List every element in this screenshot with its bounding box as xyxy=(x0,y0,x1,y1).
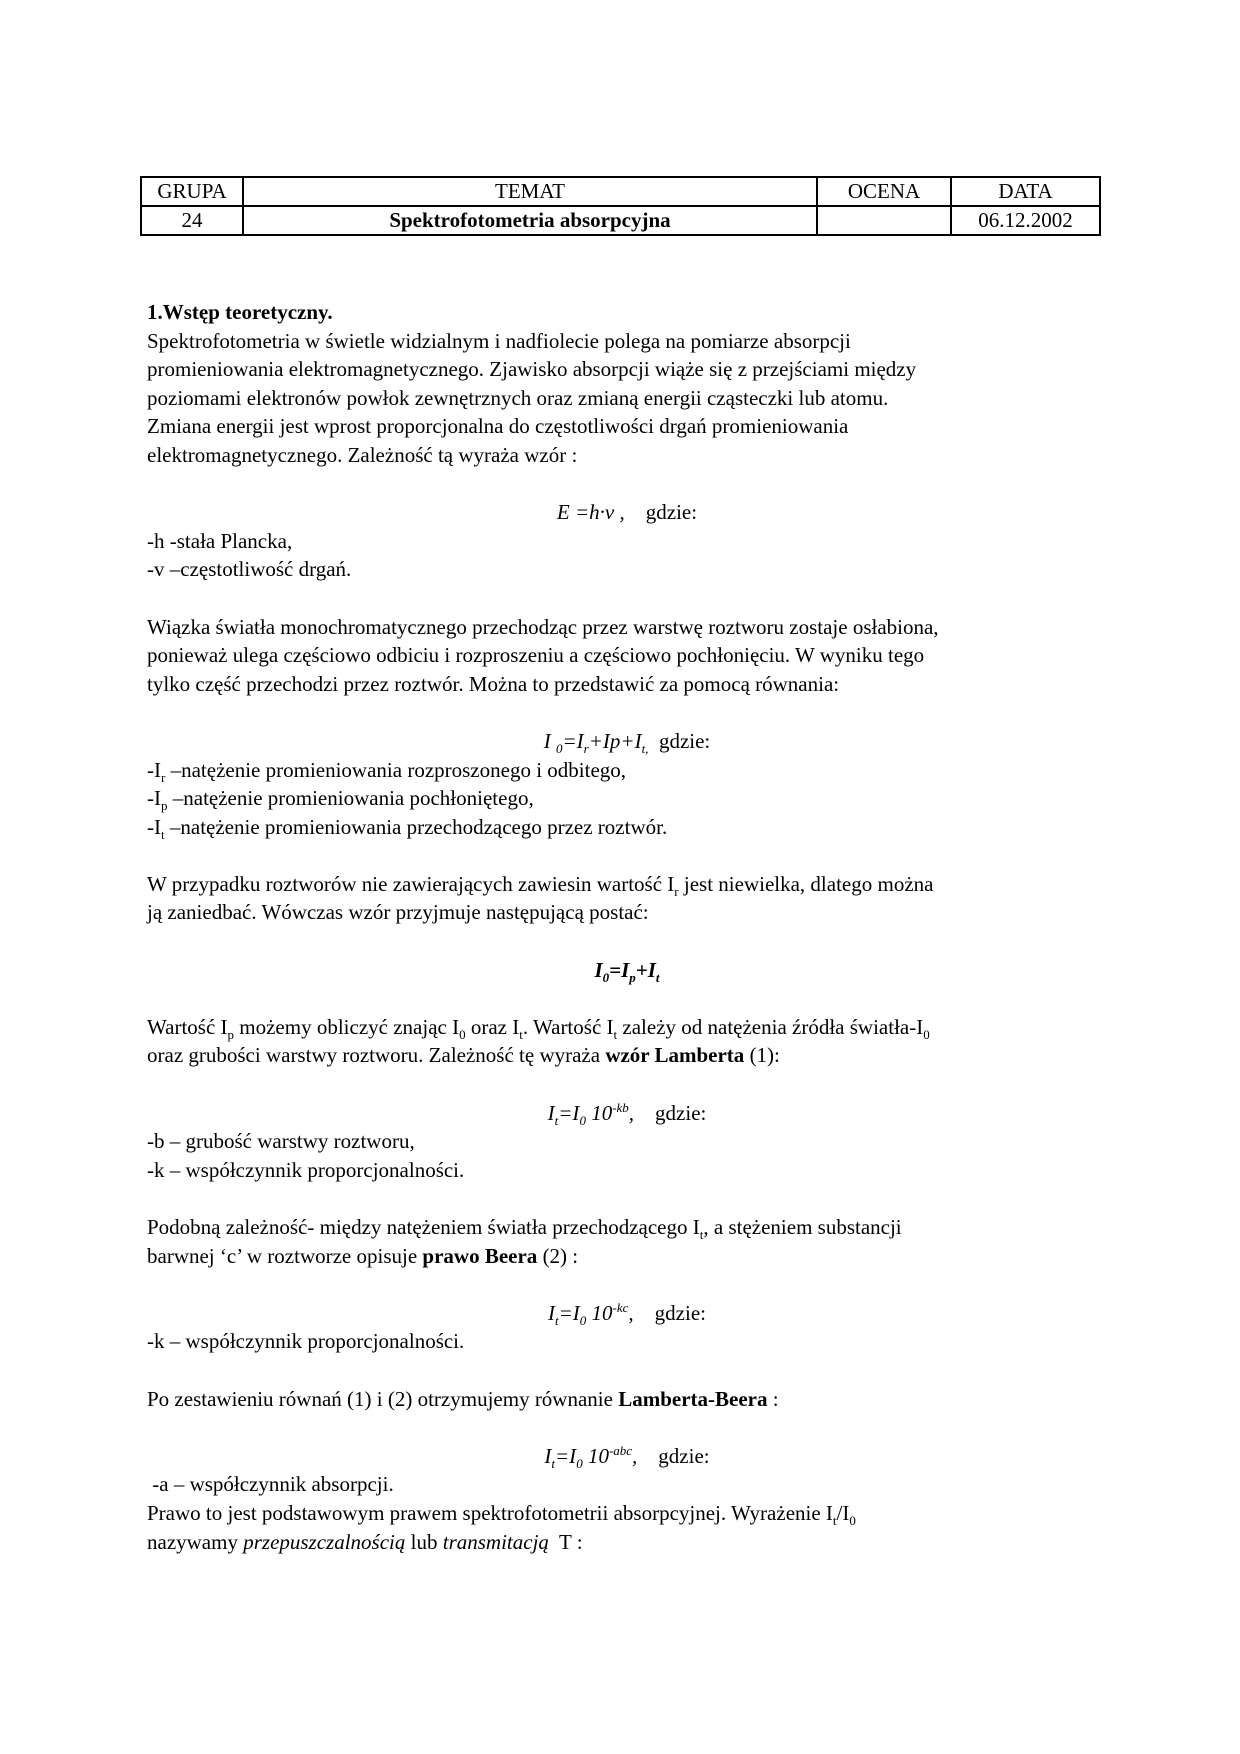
definition: -v –częstotliwość drgań. xyxy=(147,557,352,582)
text-fragment: t, xyxy=(641,741,649,757)
equation-lambert-beer xyxy=(147,1442,1107,1471)
text-fragment: , xyxy=(632,1443,638,1468)
header-ocena: OCENA xyxy=(817,177,951,206)
text-fragment: 0 xyxy=(579,1312,587,1328)
definition: -k – współczynnik proporcjonalności. xyxy=(147,1157,465,1182)
text-fragment: I xyxy=(543,728,556,753)
text-fragment: =I xyxy=(562,728,584,753)
text-fragment: zależy od natężenia źródła światła-I xyxy=(617,1014,924,1039)
text-fragment: t xyxy=(555,1312,559,1328)
text-fragment: t xyxy=(554,1112,559,1128)
text-fragment: –natężenie promieniowania przechodzącego przez roztwór. xyxy=(164,814,668,839)
text-fragment xyxy=(594,957,660,985)
header-temat: TEMAT xyxy=(243,177,817,206)
definition: $-I_r$ –natężenie promieniowania rozproszonego i odbitego, xyxy=(147,757,627,785)
text-fragment: (1): xyxy=(744,1043,780,1068)
text-fragment: r xyxy=(674,884,679,900)
text-fragment: oraz I xyxy=(465,1014,520,1039)
text-fragment: -kb xyxy=(612,1099,629,1115)
paragraph-line: elektromagnetycznego. Zależność tą wyraża wzór : xyxy=(147,442,578,467)
paragraph-line: ponieważ ulega częściowo odbiciu i rozproszeniu a częściowo pochłonięciu. W wyniku tego xyxy=(147,643,925,668)
text-fragment: Prawo to jest podstawowym prawem spektrofotometrii absorpcyjnej. Wyrażenie I xyxy=(147,1500,833,1525)
cell-temat: Spektrofotometria absorpcyjna xyxy=(243,206,817,235)
text-fragment: wzór Lamberta xyxy=(605,1043,745,1068)
text-fragment: t xyxy=(161,826,165,842)
equation-lambert xyxy=(147,1099,1107,1128)
text-fragment: 0 xyxy=(602,969,610,985)
paragraph-line xyxy=(147,1385,1107,1414)
text-fragment: t xyxy=(551,1455,556,1471)
text-fragment: gdzie: xyxy=(658,728,711,753)
text-fragment: gdzie: xyxy=(658,1443,710,1468)
paragraph-line: ją zaniedbać. Wówczas wzór przyjmuje następującą postać: xyxy=(147,900,649,925)
text-fragment: przepuszczalnością xyxy=(243,1529,406,1554)
equation-intensity-sum xyxy=(147,727,1107,756)
paragraph-line xyxy=(147,1242,1107,1271)
text-fragment: -kc xyxy=(612,1299,629,1315)
text-fragment: Lamberta-Beera xyxy=(618,1386,768,1411)
text-fragment: t xyxy=(613,1027,618,1043)
cell-grupa: 24 xyxy=(141,206,243,235)
definition: -k – współczynnik proporcjonalności. xyxy=(147,1329,465,1354)
text-fragment: transmitacją xyxy=(442,1529,549,1554)
text-fragment: , a stężeniem substancji xyxy=(703,1215,902,1239)
paragraph-line xyxy=(147,1213,1107,1242)
paragraph-line xyxy=(147,870,1107,899)
text-fragment: I xyxy=(594,957,603,982)
text-fragment xyxy=(548,1299,634,1328)
paragraph-line: tylko część przechodzi przez roztwór. Można to przedstawić za pomocą równania: xyxy=(147,671,840,696)
paragraph-line: poziomami elektronów powłok zewnętrznych oraz zmianą energii cząsteczki lub atomu. xyxy=(147,385,889,410)
text-fragment: gdzie: xyxy=(654,1300,706,1325)
text-fragment: prawo Beera xyxy=(422,1243,538,1268)
text-fragment: =I xyxy=(558,1300,580,1325)
definition: $-I_p$ –natężenie promieniowania pochłoniętego, xyxy=(147,786,534,814)
definition: -a – współczynnik absorpcji. xyxy=(147,1472,394,1497)
definition: $-I_t$ –natężenie promieniowania przechodzącego przez roztwór. xyxy=(147,814,668,842)
text-fragment: , xyxy=(628,1300,634,1325)
text-fragment: 0 xyxy=(459,1027,466,1043)
text-fragment: r xyxy=(583,741,589,757)
text-fragment: t xyxy=(832,1513,837,1529)
text-fragment: 0 xyxy=(576,1455,583,1471)
text-fragment: I xyxy=(547,1100,555,1125)
paragraph-line: Zmiana energii jest wprost proporcjonalna do częstotliwości drgań promieniowania xyxy=(147,414,849,439)
text-fragment: E =h·v , xyxy=(556,500,625,525)
text-fragment: /I xyxy=(836,1500,850,1525)
text-fragment: jest niewielka, dlatego można xyxy=(678,871,934,896)
paragraph-line: Spektrofotometria w świetle widzialnym i nadfiolecie polega na pomiarze absorpcji xyxy=(147,328,851,353)
text-fragment xyxy=(544,1442,638,1471)
text-fragment: Po zestawieniu równań (1) i (2) otrzymujemy równanie xyxy=(147,1386,619,1411)
text-fragment: 0 xyxy=(556,741,563,757)
text-fragment: +I xyxy=(635,957,656,982)
text-fragment: nazywamy xyxy=(147,1529,244,1554)
paragraph-line xyxy=(147,1499,1107,1528)
text-fragment: gdzie: xyxy=(655,1100,707,1125)
section-title: 1.Wstęp teoretyczny. xyxy=(147,300,333,324)
text-fragment: t xyxy=(655,969,660,985)
text-fragment: oraz grubości warstwy roztworu. Zależność tę wyraża xyxy=(147,1043,606,1068)
text-fragment: 0 xyxy=(849,1513,856,1529)
text-fragment: p xyxy=(629,969,636,985)
header-data: DATA xyxy=(951,177,1100,206)
text-fragment: I xyxy=(548,1300,555,1325)
paragraph-line: Wiązka światła monochromatycznego przechodząc przez warstwę roztworu zostaje osłabiona, xyxy=(147,614,939,639)
cell-ocena xyxy=(817,206,951,235)
equation-energy xyxy=(147,498,1107,527)
paragraph-line: promieniowania elektromagnetycznego. Zjawisko absorpcji wiąże się z przejściami między xyxy=(147,357,917,382)
text-fragment: możemy obliczyć znając I xyxy=(234,1014,460,1039)
cell-data: 06.12.2002 xyxy=(951,206,1100,235)
text-fragment: –natężenie promieniowania pochłoniętego, xyxy=(167,786,534,811)
header-grupa: GRUPA xyxy=(141,177,243,206)
text-fragment: 0 xyxy=(579,1112,586,1128)
text-fragment: p xyxy=(227,1027,235,1043)
definition: -h -stała Plancka, xyxy=(147,528,293,553)
text-fragment: barwnej ‘c’ w roztworze opisuje xyxy=(147,1243,423,1268)
definition: -b – grubość warstwy roztworu, xyxy=(147,1129,415,1154)
text-fragment: 10 xyxy=(582,1443,609,1468)
text-fragment: . Wartość I xyxy=(522,1014,614,1039)
text-fragment: t xyxy=(699,1227,704,1243)
equation-beer xyxy=(147,1299,1107,1328)
text-fragment: lub xyxy=(405,1529,443,1554)
text-fragment: (2) : xyxy=(537,1243,579,1268)
text-fragment: +Ip+I xyxy=(588,728,642,753)
text-fragment: T : xyxy=(548,1529,583,1554)
text-fragment: =I xyxy=(558,1100,580,1125)
text-fragment: t xyxy=(519,1027,523,1043)
text-fragment: : xyxy=(767,1386,779,1411)
text-fragment: 0 xyxy=(923,1027,930,1043)
text-fragment: Wartość I xyxy=(147,1014,228,1039)
table-row xyxy=(141,206,1100,235)
equation-simplified xyxy=(147,956,1107,985)
text-fragment: =I xyxy=(555,1443,577,1468)
text-fragment: –natężenie promieniowania rozproszonego i odbitego, xyxy=(165,757,627,782)
text-fragment: 10 xyxy=(586,1300,613,1325)
text-fragment: p xyxy=(161,798,168,814)
paragraph-line xyxy=(147,1013,1107,1042)
text-fragment: , xyxy=(628,1100,635,1125)
paragraph-line xyxy=(147,1041,1107,1070)
text-fragment: gdzie: xyxy=(645,500,698,525)
text-fragment: r xyxy=(161,769,166,785)
document-body xyxy=(147,298,1107,1556)
text-fragment: -abc xyxy=(608,1442,633,1458)
text-fragment xyxy=(543,728,649,757)
text-fragment: Podobną zależność- między natężeniem światła przechodzącego I xyxy=(147,1215,700,1239)
paragraph-line xyxy=(147,1528,1107,1557)
text-fragment: I xyxy=(544,1443,552,1468)
text-fragment: 10 xyxy=(585,1100,613,1125)
text-fragment: =I xyxy=(609,957,630,982)
text-fragment: W przypadku roztworów nie zawierających zawiesin wartość I xyxy=(147,871,675,896)
table-header-row xyxy=(141,177,1100,206)
header-table xyxy=(140,176,1101,236)
text-fragment xyxy=(547,1099,635,1128)
